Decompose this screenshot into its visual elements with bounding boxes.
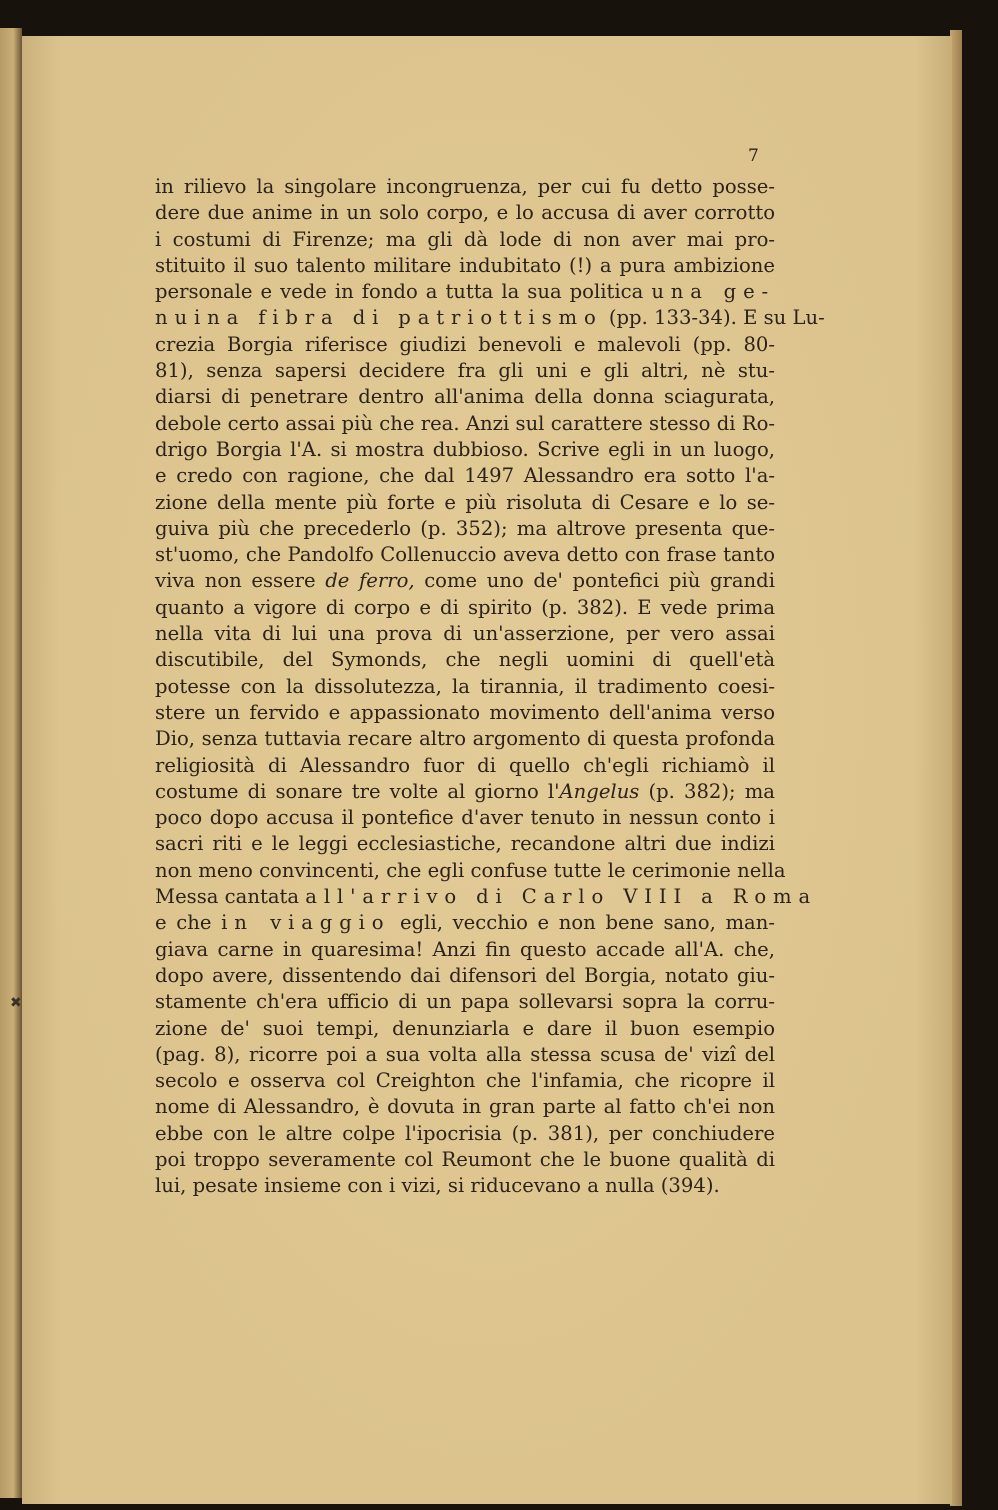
text-line: ebbe con le altre colpe l'ipocrisia (p. 381), per conchiudere [155,1121,775,1145]
italic-emphasis: Angelus [559,779,640,803]
text-segment: come uno de' pontefici più grandi [414,569,775,593]
text-line: st'uomo, che Pandolfo Collenuccio aveva detto con frase tanto [155,543,775,567]
text-line [155,779,775,805]
text-line: in rilievo la singolare incongruenza, per cui fu detto posse- [155,175,775,198]
page-number: 7 [748,146,759,166]
body-paragraph [155,174,825,1200]
text-line: stamente ch'era ufficio di un papa sollevarsi sopra la corru- [155,990,775,1014]
text-line [155,568,775,594]
text-line: non meno convincenti, che egli confuse tutte le cerimonie nella [155,858,786,882]
text-line: drigo Borgia l'A. si mostra dubbioso. Scrive egli in un luogo, [155,437,775,461]
text-line [155,910,775,936]
text-line: diarsi di penetrare dentro all'anima della donna sciagurata, [155,385,775,409]
facing-page-edge [0,28,22,1498]
text-line: zione della mente più forte e più risoluta di Cesare e lo se- [155,490,775,514]
text-segment: (pp. 133-34). E su Lu- [602,306,825,330]
text-line: guiva più che precederlo (p. 352); ma altrove presenta que- [155,516,775,540]
text-line: poco dopo accusa il pontefice d'aver tenuto in nessun conto i [155,806,775,830]
text-line [155,279,775,305]
text-line [155,305,825,331]
text-line: secolo e osserva col Creighton che l'infamia, che ricopre il [155,1069,775,1093]
text-line: potesse con la dissolutezza, la tirannia, il tradimento coesi- [155,674,775,698]
text-line: 81), senza sapersi decidere fra gli uni e gli altri, nè stu- [155,359,775,383]
text-line: quanto a vigore di corpo e di spirito (p. 382). E vede prima [155,595,775,619]
spaced-emphasis: all'arrivo di Carlo VIII a Roma [305,885,818,909]
margin-mark: ✖ [10,995,22,1011]
italic-emphasis: de ferro, [325,569,415,593]
text-line: e credo con ragione, che dal 1497 Alessandro era sotto l'a- [155,464,775,488]
spaced-emphasis: una ge- [651,280,776,304]
text-segment: viva non essere [155,569,326,593]
text-line: nome di Alessandro, è dovuta in gran parte al fatto ch'ei non [155,1095,775,1119]
text-line: Dio, senza tuttavia recare altro argomento di questa profonda [155,727,775,751]
text-segment: (p. 382); ma [639,779,775,803]
text-line: crezia Borgia riferisce giudizi benevoli e malevoli (pp. 80- [155,332,775,356]
text-segment: personale e vede in fondo a tutta la sua politica [155,280,652,304]
text-segment: e che [155,911,222,935]
text-line: (pag. 8), ricorre poi a sua volta alla stessa scusa de' vizî del [155,1042,775,1066]
text-line: stere un fervido e appassionato movimento dell'anima verso [155,700,775,724]
text-segment: costume di sonare tre volte al giorno l' [155,779,560,803]
text-line: discutibile, del Symonds, che negli uomini di quell'età [155,648,775,672]
text-line: zione de' suoi tempi, denunziarla e dare il buon esempio [155,1016,775,1040]
text-line: stituito il suo talento militare indubitato (!) a pura ambizione [155,253,775,277]
text-line [155,884,818,910]
text-line: giava carne in quaresima! Anzi fin questo accade all'A. che, [155,937,775,961]
text-segment: egli, vecchio e non bene sano, man- [390,911,775,935]
spaced-emphasis: nuina fibra di patriottismo [155,306,603,330]
text-segment: Messa cantata [155,885,306,909]
text-line: religiosità di Alessandro fuor di quello ch'egli richiamò il [155,753,775,777]
text-line: dere due anime in un solo corpo, e lo accusa di aver corrotto [155,201,775,225]
text-line: debole certo assai più che rea. Anzi sul carattere stesso di Ro- [155,411,775,435]
text-line: poi troppo severamente col Reumont che le buone qualità di [155,1147,775,1171]
text-line: lui, pesate insieme con i vizi, si riducevano a nulla (394). [155,1174,720,1198]
text-line: sacri riti e le leggi ecclesiastiche, recandone altri due indizi [155,832,775,856]
spaced-emphasis: in viaggio [221,911,391,935]
text-line: i costumi di Firenze; ma gli dà lode di non aver mai pro- [155,227,775,251]
text-line: nella vita di lui una prova di un'asserzione, per vero assai [155,622,775,646]
text-line: dopo avere, dissentendo dai difensori del Borgia, notato giu- [155,963,775,987]
